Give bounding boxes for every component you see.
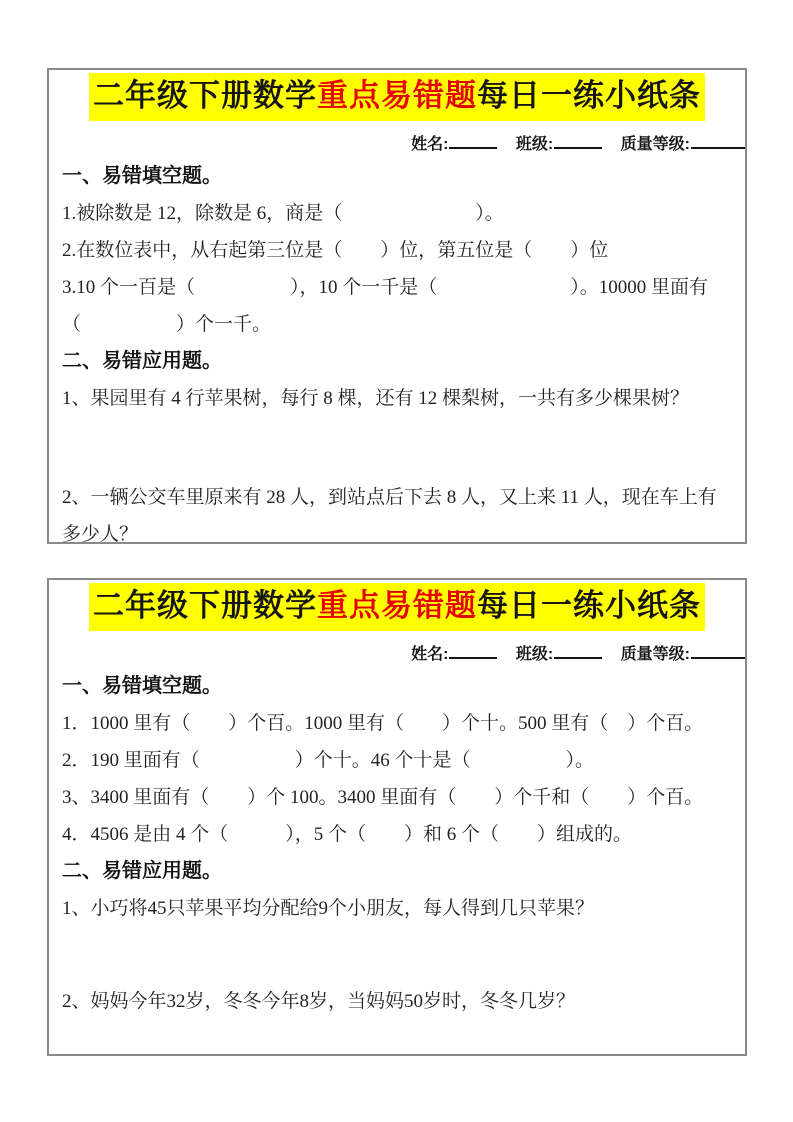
class-blank-line <box>554 645 602 659</box>
class-field <box>516 646 602 663</box>
section-heading-fill: 一、易错填空题。 <box>62 165 222 187</box>
worksheet-title-2 <box>49 583 745 634</box>
class-label: 班级: <box>515 136 554 153</box>
class-blank-line <box>554 135 602 149</box>
applied-question-2: 2、妈妈今年32岁，冬冬今年8岁，当妈妈50岁时，冬冬几岁？ <box>62 991 576 1012</box>
title-part-grade: 二年级下册数学 <box>93 588 317 623</box>
name-blank-line <box>449 135 497 149</box>
name-label: 姓名: <box>411 646 449 663</box>
fill-question-3: 3、3400 里面有（ ）个 100。3400 里面有（ ）个千和（ ）个百。 <box>62 787 704 808</box>
section-heading-applied: 二、易错应用题。 <box>62 350 222 372</box>
student-info-row <box>49 131 745 154</box>
worksheet-card-1 <box>47 68 747 544</box>
grade-field <box>621 136 745 153</box>
name-blank-line <box>449 645 497 659</box>
applied-question-1: 1、果园里有 4 行苹果树，每行 8 棵，还有 12 棵梨树，一共有多少棵果树？ <box>62 388 690 409</box>
applied-question-2: 2、一辆公交车里原来有 28 人，到站点后下去 8 人，又上来 11 人，现在车上有多少人？ <box>62 487 717 545</box>
section-heading-fill: 一、易错填空题。 <box>62 675 222 697</box>
title-part-daily: 每日一练小纸条 <box>477 78 701 113</box>
fill-question-3: 3.10 个一百是（ ），10 个一千是（ ）。10000 里面有（ ）个一千。 <box>62 277 709 335</box>
fill-question-2: 2．190 里面有（ ）个十。46 个十是（ ）。 <box>62 750 595 771</box>
grade-label: 质量等级: <box>620 646 690 663</box>
fill-question-2: 2.在数位表中，从右起第三位是（ ）位，第五位是（ ）位 <box>62 240 609 261</box>
worksheet-card-2 <box>47 578 747 1056</box>
title-part-grade: 二年级下册数学 <box>93 78 317 113</box>
title-part-keypoints: 重点易错题 <box>317 588 477 623</box>
applied-question-1: 1、小巧将45只苹果平均分配给9个小朋友，每人得到几只苹果？ <box>62 898 595 919</box>
fill-question-1: 1．1000 里有（ ）个百。1000 里有（ ）个十。500 里有（ ）个百。 <box>62 713 704 734</box>
grade-blank-line <box>691 135 745 149</box>
title-part-keypoints: 重点易错题 <box>317 78 477 113</box>
title-part-daily: 每日一练小纸条 <box>477 588 701 623</box>
title-highlight <box>89 583 705 631</box>
worksheet-title-1 <box>49 73 745 124</box>
grade-blank-line <box>691 645 745 659</box>
title-highlight <box>89 73 705 121</box>
fill-question-1: 1.被除数是 12，除数是 6，商是（ ）。 <box>62 203 504 224</box>
name-label: 姓名: <box>411 136 449 153</box>
worksheet-body-2 <box>49 666 745 1020</box>
section-heading-applied: 二、易错应用题。 <box>62 860 222 882</box>
fill-question-4: 4．4506 是由 4 个（ ），5 个（ ）和 6 个（ ）组成的。 <box>62 824 633 845</box>
grade-label: 质量等级: <box>620 136 690 153</box>
student-info-row <box>49 641 745 664</box>
class-field <box>516 136 602 153</box>
name-field <box>411 136 497 153</box>
grade-field <box>621 646 745 663</box>
worksheet-body-1 <box>49 156 745 553</box>
name-field <box>411 646 497 663</box>
class-label: 班级: <box>515 646 554 663</box>
